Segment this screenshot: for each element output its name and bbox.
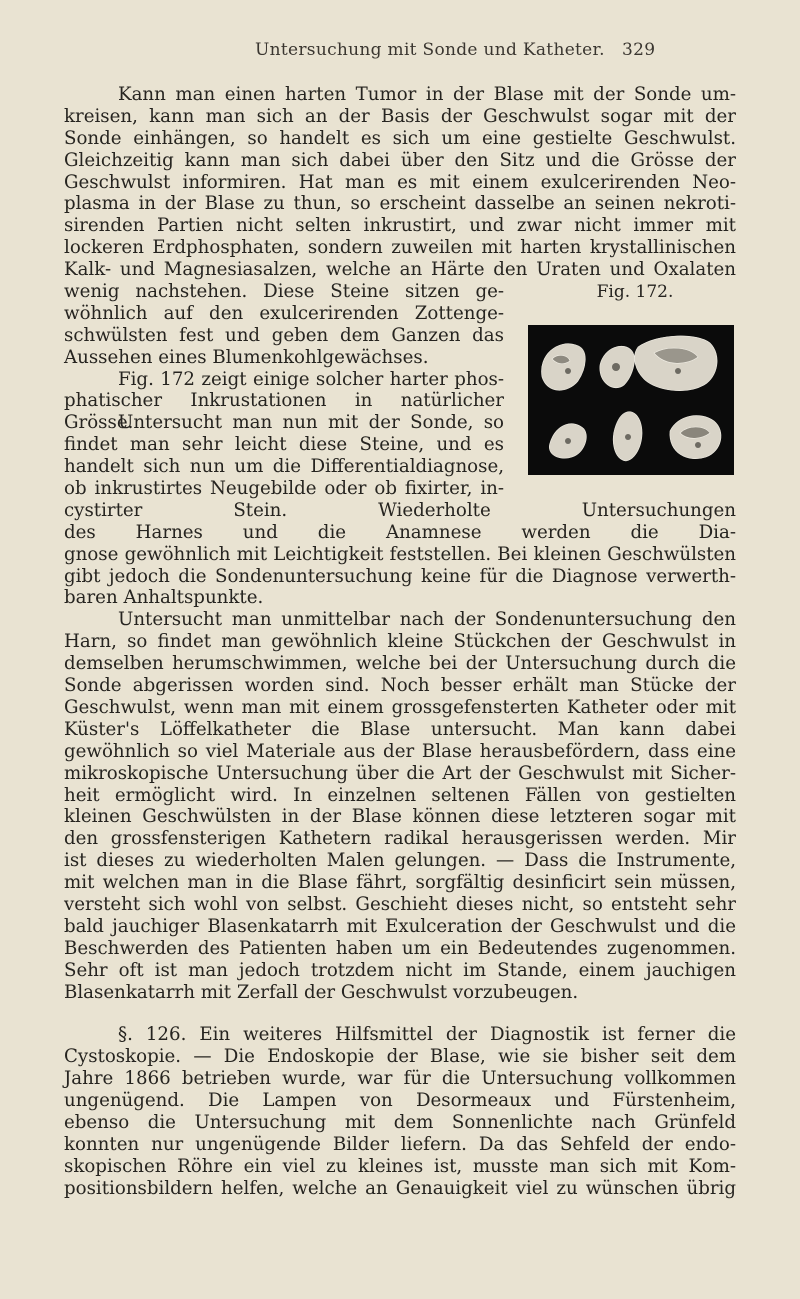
text-line: demselben herumschwimmen, welche bei der Untersuchung durch die [64, 653, 736, 675]
text-line: Untersucht man unmittelbar nach der Sondenuntersuchung den [118, 609, 736, 631]
text-line: sirenden Partien nicht selten inkrustirt, und zwar nicht immer mit [64, 215, 736, 237]
text-line: Untersucht man nun mit der Sonde, so [118, 412, 504, 434]
paragraph-section-126 [64, 1024, 736, 1199]
text-line: ist dieses zu wiederholten Malen gelungen. — Dass die Instrumente, [64, 850, 736, 872]
text-line: gibt jedoch die Sondenuntersuchung keine für die Diagnose verwerth- [64, 565, 736, 587]
figure-172 [514, 281, 736, 475]
text-line: lockeren Erdphosphaten, sondern zuweilen mit harten krystallinischen [64, 237, 736, 259]
text-line: Aussehen eines Blumenkohlgewächses. [64, 346, 429, 368]
text-line: handelt sich nun um die Differentialdiagnose, [64, 456, 504, 478]
text-line: konnten nur ungenügende Bilder liefern. Da das Sehfeld der endo- [64, 1133, 736, 1155]
text-line: cystirter Stein. Wiederholte Untersuchungen [64, 499, 736, 521]
text-line: Sonde abgerissen worden sind. Noch besser erhält man Stücke der [64, 675, 736, 697]
text-line: Fig. 172 zeigt einige solcher harter phos- [118, 368, 504, 390]
text-line: Kann man einen harten Tumor in der Blase mit der Sonde um- [118, 84, 736, 105]
text-line: Beschwerden des Patienten haben um ein Bedeutendes zugenommen. [64, 937, 736, 959]
text-line: den grossfensterigen Kathetern radikal herausgerissen werden. Mir [64, 828, 736, 850]
figure-caption: Fig. 172. [596, 282, 674, 303]
text-line: schwülsten fest und geben dem Ganzen das [64, 324, 504, 346]
text-line: ungenügend. Die Lampen von Desormeaux und Fürstenheim, [64, 1090, 736, 1112]
text-line: bald jauchiger Blasenkatarrh mit Exulceration der Geschwulst und die [64, 915, 736, 937]
text-line: Küster's Löffelkatheter die Blase untersucht. Man kann dabei [64, 718, 736, 740]
text-line: versteht sich wohl von selbst. Geschieht dieses nicht, so entsteht sehr [64, 893, 736, 915]
text-line: ob inkrustirtes Neugebilde oder ob fixirter, in- [64, 478, 504, 500]
text-line: mikroskopische Untersuchung über die Art der Geschwulst mit Sicher- [64, 762, 736, 784]
paragraph-2 [64, 609, 736, 1003]
text-line: Sonde einhängen, so handelt es sich um eine gestielte Geschwulst. [64, 127, 736, 149]
text-line: mit welchen man in die Blase fährt, sorgfältig desinficirt sein müssen, [64, 872, 736, 894]
text-line: positionsbildern helfen, welche an Genauigkeit viel zu wünschen übrig [64, 1177, 736, 1199]
text-line: heit ermöglicht wird. In einzelnen seltenen Fällen von gestielten [64, 784, 736, 806]
text-line: kleinen Geschwülsten in der Blase können diese letzteren sogar mit [64, 806, 736, 828]
text-line: ebenso die Untersuchung mit dem Sonnenlichte nach Grünfeld [64, 1111, 736, 1133]
text-line: Kalk- und Magnesiasalzen, welche an Härte den Uraten und Oxalaten [64, 259, 736, 281]
text-line: Jahre 1866 betrieben wurde, war für die Untersuchung vollkommen [64, 1068, 736, 1090]
text-line: §. 126. Ein weiteres Hilfsmittel der Diagnostik ist ferner die [118, 1024, 736, 1046]
text-line: findet man sehr leicht diese Steine, und es [64, 434, 504, 456]
text-line: baren Anhaltspunkte. [64, 587, 264, 609]
text-line: Sehr oft ist man jedoch trotzdem nicht im Stande, einem jauchigen [64, 959, 736, 981]
text-line: kreisen, kann man sich an der Basis der Geschwulst sogar mit der [64, 105, 736, 127]
text-line: gewöhnlich so viel Materiale aus der Blase herausbefördern, dass eine [64, 740, 736, 762]
text-line: Geschwulst, wenn man mit einem grossgefensterten Katheter oder mit [64, 696, 736, 718]
paragraph-1 [64, 84, 736, 609]
phosphate-incrustations-illustration [528, 325, 734, 475]
text-line: phatischer Inkrustationen in natürlicher Grösse. [64, 390, 504, 434]
page-number: 329 [622, 40, 656, 60]
text-line: des Harnes und die Anamnese werden die Dia- [64, 521, 736, 543]
text-line: wenig nachstehen. Diese Steine sitzen ge- [64, 281, 504, 303]
running-title: Untersuchung mit Sonde und Katheter. [255, 40, 605, 60]
figure-image [528, 325, 734, 475]
text-line: Geschwulst informiren. Hat man es mit einem exulcerirenden Neo- [64, 171, 736, 193]
text-line: Blasenkatarrh mit Zerfall der Geschwulst vorzubeugen. [64, 981, 579, 1003]
text-line: Harn, so findet man gewöhnlich kleine Stückchen der Geschwulst in [64, 631, 736, 653]
text-line: gnose gewöhnlich mit Leichtigkeit feststellen. Bei kleinen Geschwülsten [64, 543, 736, 565]
text-line: Cystoskopie. — Die Endoskopie der Blase, wie sie bisher seit dem [64, 1046, 736, 1068]
text-line: wöhnlich auf den exulcerirenden Zottenge- [64, 302, 504, 324]
text-line: Gleichzeitig kann man sich dabei über den Sitz und die Grösse der [64, 149, 736, 171]
text-line: skopischen Röhre ein viel zu kleines ist, musste man sich mit Kom- [64, 1155, 736, 1177]
text-line: plasma in der Blase zu thun, so erscheint dasselbe an seinen nekroti- [64, 193, 736, 215]
page-header [0, 40, 800, 66]
body-text [64, 84, 736, 1200]
